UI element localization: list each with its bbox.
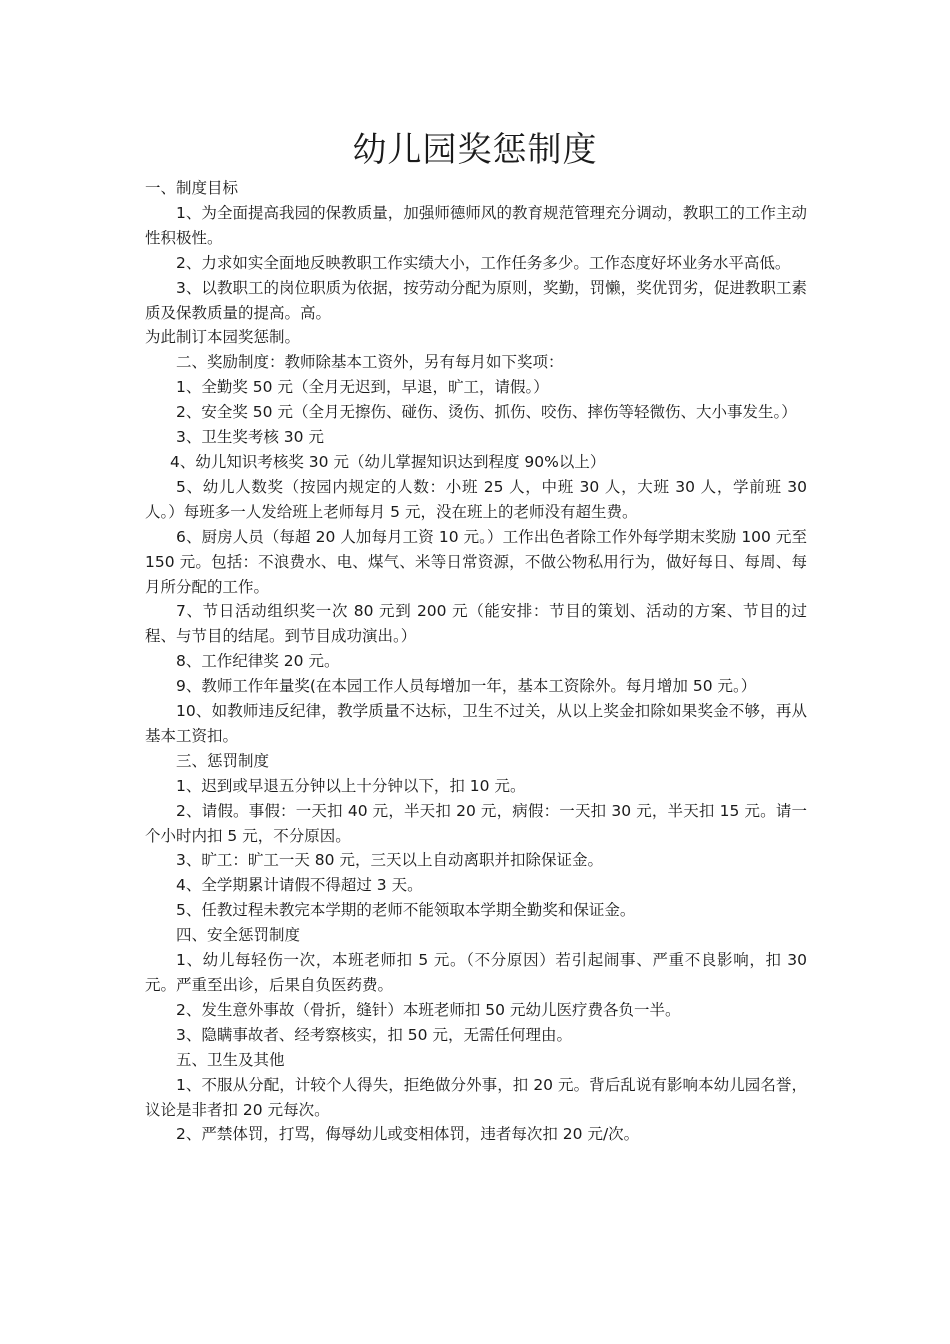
- paragraph: 1、为全面提高我园的保教质量，加强师德师风的教育规范管理充分调动，教职工的工作主动性积极性。: [145, 203, 807, 247]
- paragraph: 为此制订本园奖惩制。: [145, 328, 301, 347]
- paragraph: 3、隐瞒事故者、经考察核实，扣 50 元，无需任何理由。: [176, 1025, 572, 1044]
- paragraph: 2、请假。事假：一天扣 40 元，半天扣 20 元，病假：一天扣 30 元，半天扣 15 元。请一个小时内扣 5 元，不分原因。: [145, 801, 807, 845]
- section-heading-goals: 一、制度目标: [145, 179, 239, 197]
- paragraph: 4、全学期累计请假不得超过 3 天。: [176, 876, 423, 895]
- section-heading-rewards: 二、奖励制度：教师除基本工资外，另有每月如下奖项：: [176, 353, 564, 372]
- section-heading-penalties: 三、惩罚制度: [176, 751, 270, 770]
- paragraph: 4、幼儿知识考核奖 30 元（幼儿掌握知识达到程度 90%以上）: [170, 452, 606, 471]
- paragraph: 1、不服从分配，计较个人得失，拒绝做分外事，扣 20 元。背后乱说有影响本幼儿园名誉，议论是非者扣 20 元每次。: [145, 1075, 807, 1119]
- paragraph: 3、卫生奖考核 30 元: [176, 428, 324, 447]
- paragraph: 9、教师工作年量奖(在本园工作人员每增加一年，基本工资除外。每月增加 50 元。）: [176, 677, 757, 696]
- section-heading-hygiene: 五、卫生及其他: [176, 1050, 285, 1069]
- paragraph: 2、严禁体罚，打骂，侮辱幼儿或变相体罚，违者每次扣 20 元/次。: [176, 1125, 640, 1144]
- paragraph: 1、全勤奖 50 元（全月无迟到，早退，旷工，请假。）: [176, 378, 549, 397]
- document-body: [145, 176, 807, 1147]
- paragraph: 2、安全奖 50 元（全月无擦伤、碰伤、烫伤、抓伤、咬伤、摔伤等轻微伤、大小事发生。）: [176, 403, 797, 422]
- paragraph: 1、迟到或早退五分钟以上十分钟以下，扣 10 元。: [176, 776, 526, 795]
- paragraph: 3、旷工：旷工一天 80 元，三天以上自动离职并扣除保证金。: [176, 851, 603, 870]
- paragraph: 3、以教职工的岗位职质为依据，按劳动分配为原则，奖勤，罚懒，奖优罚劣，促进教职工素质及保教质量的提高。高。: [145, 278, 807, 322]
- paragraph: 8、工作纪律奖 20 元。: [176, 652, 340, 671]
- paragraph: 6、厨房人员（每超 20 人加每月工资 10 元。）工作出色者除工作外每学期末奖励 100 元至 150 元。包括：不浪费水、电、煤气、米等日常资源，不做公物私用行为，做好每日、每周、每月所分配的工作。: [145, 527, 807, 596]
- paragraph: 2、发生意外事故（骨折，缝针）本班老师扣 50 元幼儿医疗费各负一半。: [176, 1000, 681, 1019]
- paragraph: 7、节日活动组织奖一次 80 元到 200 元（能安排：节目的策划、活动的方案、节目的过程、与节目的结尾。到节目成功演出。）: [145, 602, 807, 646]
- paragraph: 2、力求如实全面地反映教职工作实绩大小，工作任务多少。工作态度好坏业务水平高低。: [176, 253, 791, 272]
- document-title: 幼儿园奖惩制度: [352, 130, 598, 170]
- paragraph: 5、任教过程未教完本学期的老师不能领取本学期全勤奖和保证金。: [176, 901, 636, 920]
- paragraph: 5、幼儿人数奖（按园内规定的人数：小班 25 人，中班 30 人，大班 30 人，学前班 30 人。）每班多一人发给班上老师每月 5 元，没在班上的老师没有超生费。: [145, 477, 807, 521]
- paragraph: 10、如教师违反纪律，教学质量不达标，卫生不过关，从以上奖金扣除如果奖金不够，再从基本工资扣。: [145, 702, 807, 745]
- paragraph: 1、幼儿每轻伤一次，本班老师扣 5 元。（不分原因）若引起闹事、严重不良影响，扣 30 元。严重至出诊，后果自负医药费。: [145, 951, 807, 994]
- section-heading-safety: 四、安全惩罚制度: [176, 926, 301, 945]
